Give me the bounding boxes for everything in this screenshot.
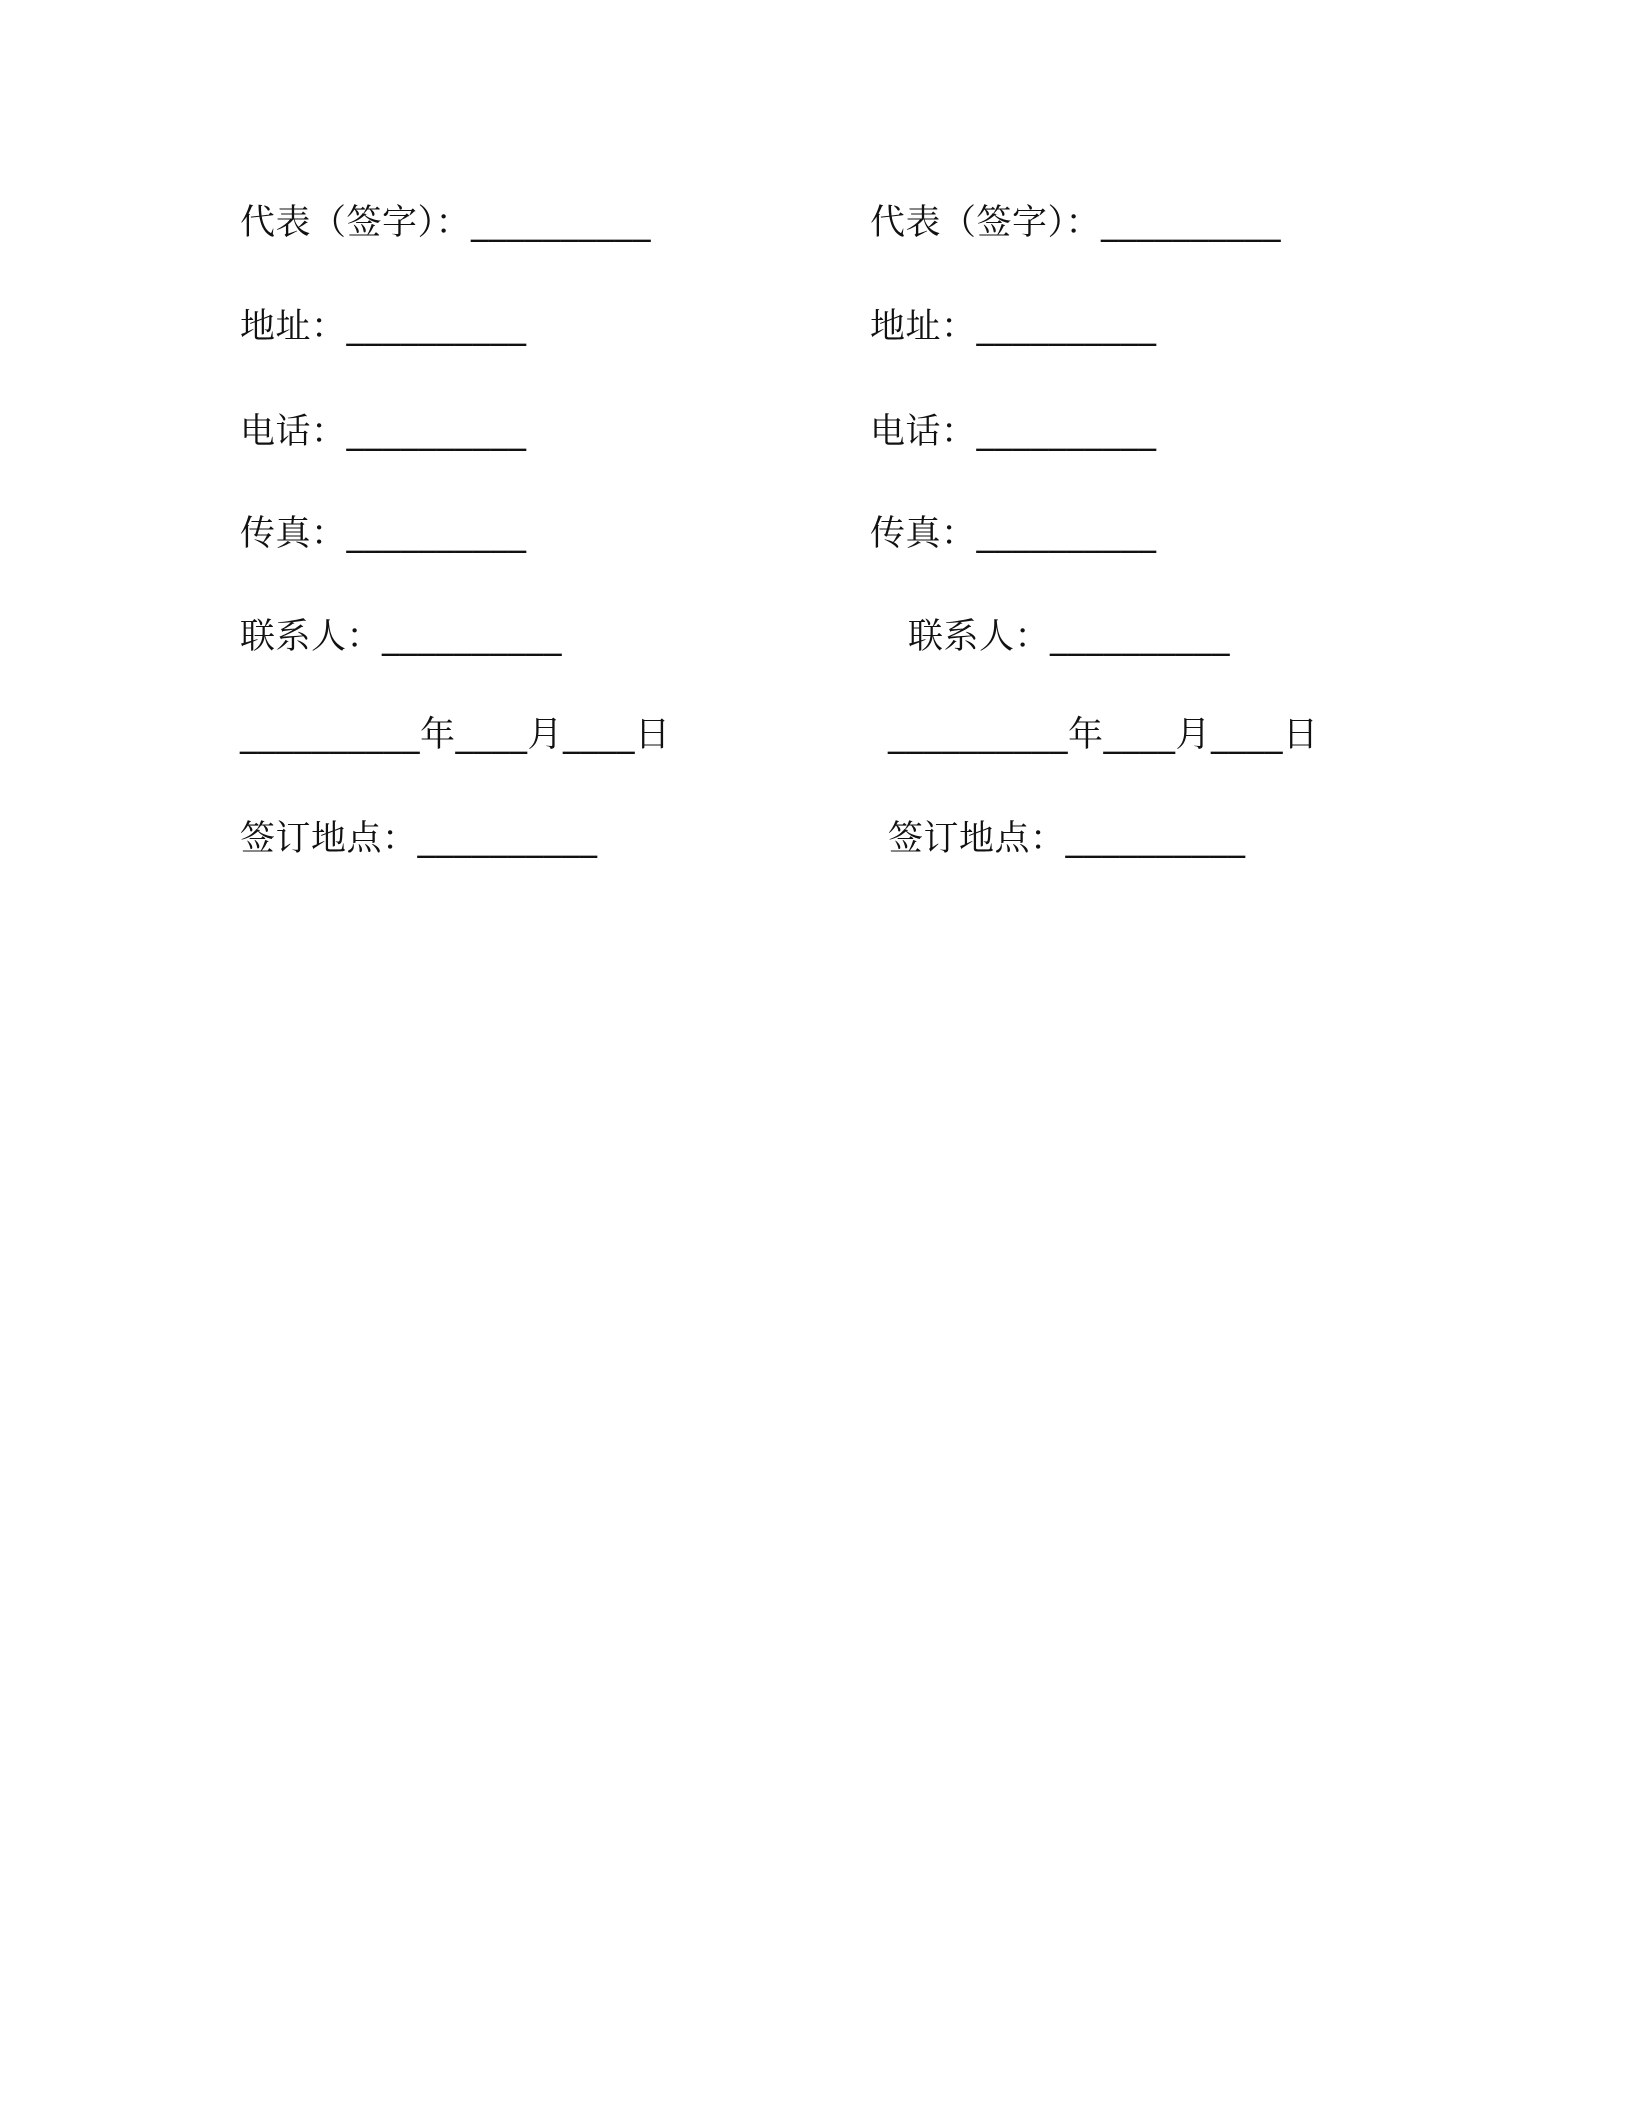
left-signing-place-line: 签订地点：__________ — [240, 819, 598, 859]
left-contact-line: 联系人：__________ — [240, 617, 563, 657]
party-right-signature-block — [870, 0, 1470, 900]
left-representative-line: 代表（签字）：__________ — [240, 203, 652, 243]
left-address-line: 地址：__________ — [240, 307, 527, 347]
right-date-line: __________年____月____日 — [888, 715, 1319, 755]
right-phone-line: 电话：__________ — [870, 412, 1157, 452]
right-representative-line: 代表（签字）：__________ — [870, 203, 1282, 243]
right-contact-line: 联系人：__________ — [908, 617, 1231, 657]
right-address-line: 地址：__________ — [870, 307, 1157, 347]
left-phone-line: 电话：__________ — [240, 412, 527, 452]
party-left-signature-block — [240, 0, 840, 900]
right-signing-place-line: 签订地点：__________ — [888, 819, 1246, 859]
left-fax-line: 传真：__________ — [240, 514, 527, 554]
left-date-line: __________年____月____日 — [240, 715, 671, 755]
right-fax-line: 传真：__________ — [870, 514, 1157, 554]
